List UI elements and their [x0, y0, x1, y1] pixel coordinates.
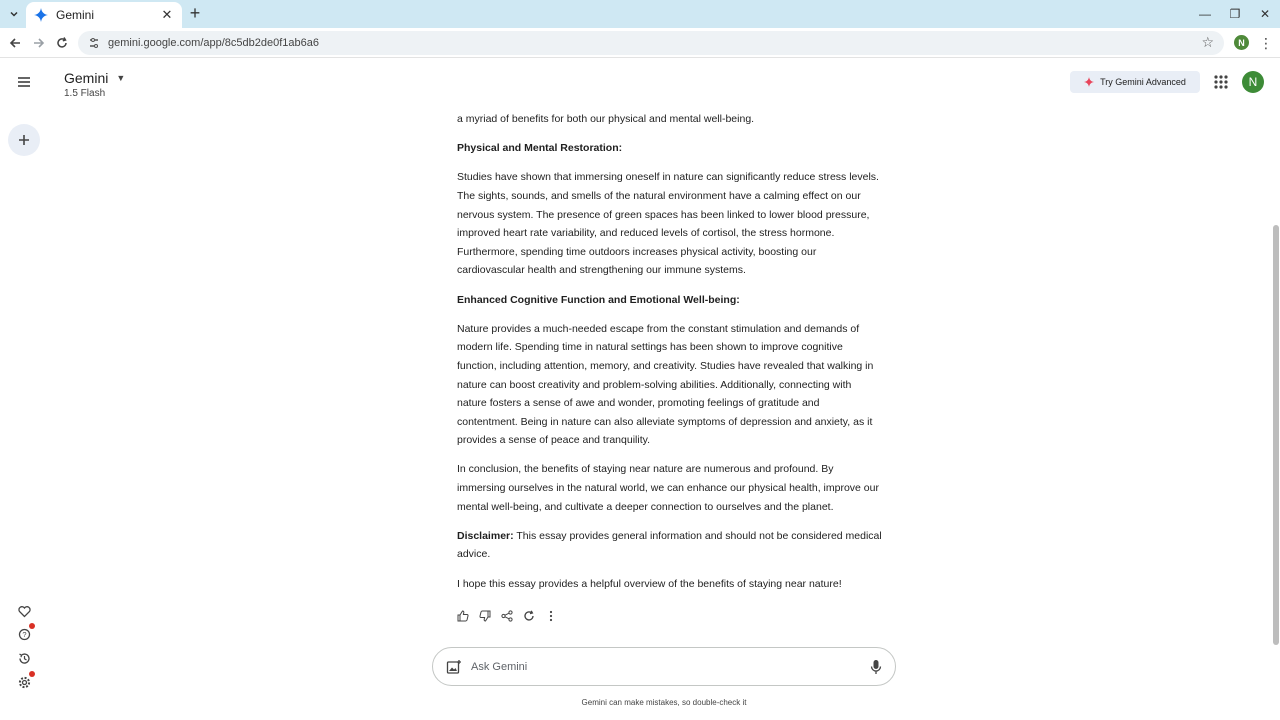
share-icon [501, 610, 513, 622]
google-apps-icon[interactable] [1213, 74, 1229, 90]
help-button[interactable] [12, 622, 36, 646]
browser-tab-active[interactable] [26, 2, 182, 28]
more-options-button[interactable] [544, 609, 558, 623]
section-heading-cognitive: Enhanced Cognitive Function and Emotional Well-being: [457, 293, 740, 306]
restore-window-button[interactable]: ❐ [1229, 7, 1241, 21]
address-bar[interactable] [78, 31, 1224, 55]
regenerate-icon [523, 610, 535, 622]
try-gemini-advanced-button[interactable] [1070, 71, 1200, 93]
more-options-icon [545, 610, 557, 622]
thumbs-down-icon [479, 610, 491, 622]
minimize-window-button[interactable]: — [1199, 7, 1211, 21]
gem-manager-button[interactable] [12, 599, 36, 623]
arrow-left-icon [9, 37, 21, 49]
gemini-spark-icon [1084, 77, 1094, 87]
new-chat-button[interactable] [8, 124, 40, 156]
response-content [457, 110, 882, 604]
browser-menu-icon[interactable]: ⋮ [1259, 35, 1273, 51]
activity-button[interactable] [12, 646, 36, 670]
prompt-input-box [432, 647, 896, 686]
browser-tab-bar [0, 0, 1280, 28]
response-actions [456, 609, 566, 623]
disclaimer-paragraph [457, 527, 882, 564]
add-image-icon[interactable] [446, 659, 462, 675]
disclaimer-label: Disclaimer: [457, 529, 514, 542]
site-info-icon[interactable] [88, 37, 100, 49]
microphone-icon[interactable] [869, 659, 883, 675]
model-selector[interactable] [64, 70, 125, 86]
browser-profile-avatar[interactable]: N [1234, 35, 1249, 50]
notification-dot [29, 671, 35, 677]
section-heading-physical: Physical and Mental Restoration: [457, 142, 623, 155]
arrow-right-icon [33, 37, 45, 49]
chevron-down-icon [9, 9, 19, 19]
thumbs-up-button[interactable] [456, 609, 470, 623]
main-menu-button[interactable] [12, 70, 36, 94]
regenerate-button[interactable] [522, 609, 536, 623]
prompt-input[interactable] [471, 657, 851, 677]
try-advanced-label: Try Gemini Advanced [1100, 77, 1186, 87]
help-icon [18, 628, 31, 641]
tab-search-button[interactable] [4, 4, 24, 24]
gemini-spark-icon [34, 8, 48, 22]
close-tab-icon[interactable]: ✕ [161, 7, 173, 22]
reload-icon [56, 37, 68, 49]
conclusion-paragraph: In conclusion, the benefits of staying near nature are numerous and profound. By immersing ourselves in the natural world, we can enhance our physical health, improve our mental well-being, and cultivate a deeper connection to ourselves and the planet. [457, 463, 879, 513]
share-button[interactable] [500, 609, 514, 623]
bookmark-star-icon[interactable]: ☆ [1201, 34, 1214, 50]
tab-title: Gemini [56, 8, 95, 22]
reload-button[interactable] [52, 33, 72, 53]
svg-text:?: ? [21, 629, 27, 639]
account-avatar[interactable]: N [1242, 71, 1264, 93]
closing-paragraph: I hope this essay provides a helpful overview of the benefits of staying near nature! [457, 577, 842, 590]
activity-icon [18, 652, 31, 665]
footer-disclaimer: Gemini can make mistakes, so double-check it [581, 698, 747, 707]
settings-icon [18, 676, 31, 689]
new-tab-button[interactable]: + [189, 3, 201, 23]
model-version: 1.5 Flash [64, 88, 106, 99]
menu-icon [17, 76, 31, 88]
thumbs-down-button[interactable] [478, 609, 492, 623]
settings-button[interactable] [12, 670, 36, 694]
back-button[interactable] [5, 33, 25, 53]
browser-toolbar [0, 28, 1280, 58]
disclaimer-text: This essay provides general information and should not be considered medical advice. [457, 529, 882, 561]
url-text: gemini.google.com/app/8c5db2de0f1ab6a6 [108, 37, 319, 49]
gem-manager-icon [18, 605, 31, 618]
notification-dot [29, 623, 35, 629]
new-chat-icon [18, 134, 30, 146]
app-sidebar [0, 58, 48, 720]
section-paragraph-physical: Studies have shown that immersing oneself in nature can significantly reduce stress levels. The sights, sounds, and smells of the natural environment have a calming effect on our nervous system. The presence of green spaces has been linked to lower blood pressure, improved heart rate variability, and reduced levels of cortisol, the stress hormone. Furthermore, spending time outdoors increases physical activity, boosting our cardiovascular health and strengthening our immune systems. [457, 171, 879, 277]
model-name: Gemini [64, 70, 109, 86]
close-window-button[interactable]: ✕ [1259, 7, 1271, 21]
window-controls [1190, 0, 1280, 28]
caret-down-icon: ▼ [116, 73, 126, 83]
response-intro: a myriad of benefits for both our physical and mental well-being. [457, 113, 755, 125]
thumbs-up-icon [457, 610, 469, 622]
page-scrollbar-thumb[interactable] [1273, 225, 1279, 645]
section-paragraph-cognitive: Nature provides a much-needed escape from the constant stimulation and demands of modern life. Spending time in natural settings has been shown to improve cognitive function, including attention, memory, and creativity. Studies have revealed that walking in nature can boost creativity and problem-solving abilities. Additionally, connecting with nature fosters a sense of awe and wonder, promoting feelings of gratitude and contentment. Being in nature can also alleviate symptoms of depression and anxiety, as it provides a sense of peace and tranquility. [457, 322, 874, 447]
forward-button[interactable] [29, 33, 49, 53]
